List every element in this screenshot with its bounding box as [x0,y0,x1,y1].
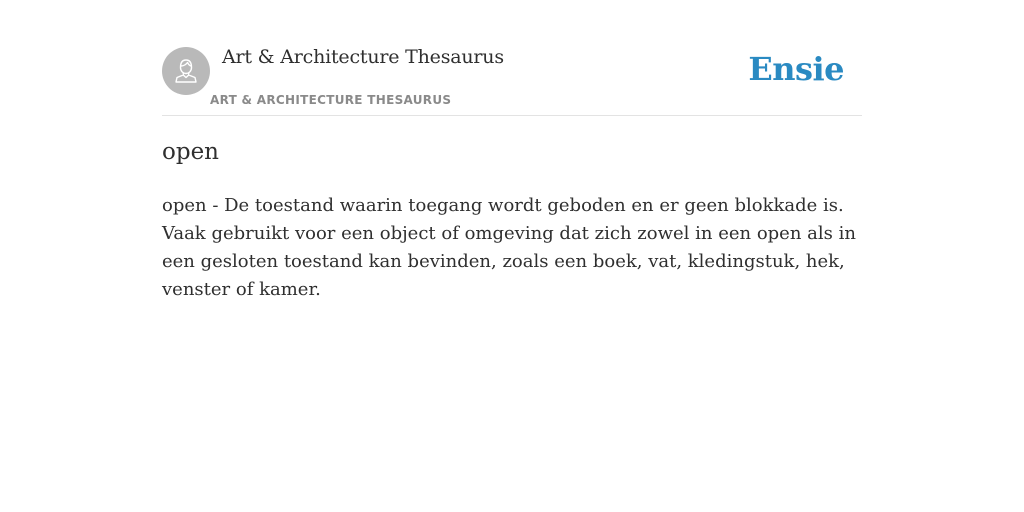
source-subtitle[interactable]: ART & ARCHITECTURE THESAURUS [210,93,452,107]
entry-header [162,46,862,116]
entry-definition: open - De toestand waarin toegang wordt geboden en er geen blokkade is. Vaak gebruikt voor een object of omgeving dat zich zowel in een open als in een gesloten toestand kan bevinden, zoals een boek, vat, kledingstuk, hek, venster of kamer. [162,195,856,300]
user-icon [171,56,201,86]
avatar[interactable] [162,47,210,95]
entry-term: open [162,139,219,165]
ensie-logo-link[interactable]: Ensie [748,50,844,88]
source-title[interactable]: Art & Architecture Thesaurus [222,46,504,68]
